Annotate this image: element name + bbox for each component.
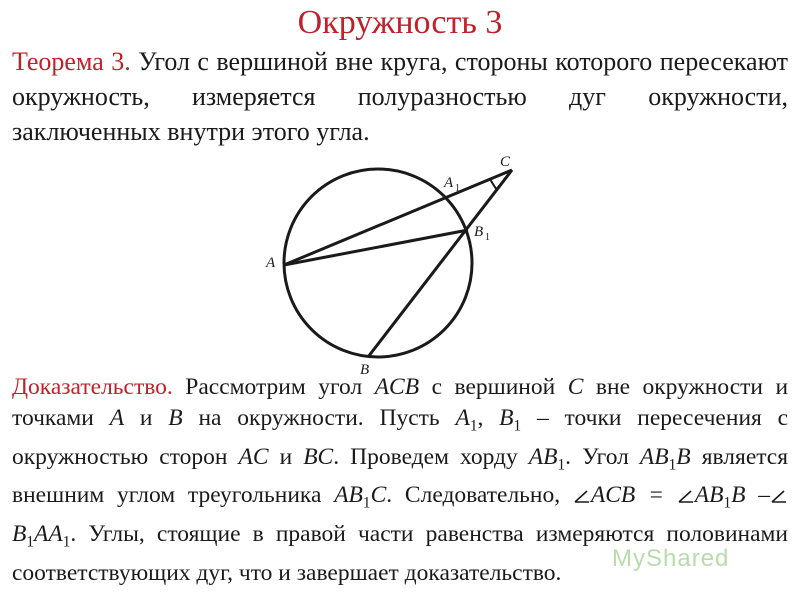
math-A1: A	[455, 405, 470, 431]
label-A1: A	[444, 175, 454, 191]
label-B1: B	[474, 224, 484, 240]
subscript: 1	[668, 456, 677, 474]
label-B: B	[360, 362, 370, 378]
chord-AB1	[284, 230, 468, 265]
page-title: Окружность 3	[297, 4, 503, 41]
math-BC: BC	[303, 443, 334, 470]
label-A1-sub: 1	[455, 183, 460, 194]
geometry-figure	[0, 150, 800, 380]
proof-segment: вне окружности и точками	[12, 374, 789, 431]
line-BC	[368, 170, 512, 357]
math-AB1C-end: C	[370, 482, 387, 509]
theorem-text: Угол с вершиной вне круга, стороны которого пересекают окружность, измеряется полуразностью дуг окружности, заключенных внутри этого угла.	[12, 47, 789, 146]
proof-segment: ,	[477, 405, 484, 431]
label-C: C	[500, 154, 511, 170]
subscript: 1	[723, 495, 732, 513]
math-AB1C: AB	[334, 482, 363, 509]
theorem-label: Теорема 3.	[12, 47, 131, 76]
math-eq2-end: B –	[731, 482, 771, 509]
subscript: 1	[557, 456, 566, 474]
math-eq1: ACB =	[590, 482, 664, 509]
subscript: 1	[26, 533, 34, 551]
proof-segment: . Проведем хорду	[333, 443, 518, 470]
subscript: 1	[62, 533, 71, 551]
math-AB1: AB	[528, 443, 558, 470]
math-B: B	[168, 405, 183, 431]
subscript: 1	[469, 417, 478, 435]
angle-arc-C	[490, 179, 497, 190]
math-A: A	[109, 405, 125, 431]
math-AB1B: AB	[639, 443, 669, 470]
label-B1-sub: 1	[485, 232, 490, 243]
proof-segment: и	[279, 443, 293, 470]
math-ACB: ACB	[374, 374, 420, 400]
math-eq3-end: AA	[34, 521, 63, 548]
watermark: MyShared	[612, 545, 730, 572]
subscript: 1	[513, 417, 522, 435]
math-eq2: AB	[694, 482, 724, 509]
line-AC	[284, 170, 512, 265]
proof-segment: . Угол	[565, 443, 629, 470]
math-eq3: B	[12, 521, 27, 548]
proof-segment: на окружности. Пусть	[198, 405, 440, 431]
angle-icon	[677, 488, 695, 504]
proof-label: Доказательство.	[12, 374, 173, 400]
math-AC: AC	[238, 443, 269, 470]
label-A: A	[266, 255, 276, 271]
proof-segment: с вершиной	[431, 374, 556, 400]
proof-segment: Рассмотрим угол	[185, 374, 363, 400]
proof-segment: является внешним углом треугольника	[12, 443, 789, 509]
circle-diagram	[0, 150, 800, 380]
proof-segment: . Следовательно,	[386, 482, 561, 509]
angle-icon	[573, 488, 591, 504]
proof-segment: . Углы, стоящие в правой части равенства измеряются половинами соответствующих дуг, что и завершает доказательство.	[12, 521, 788, 586]
angle-icon	[770, 488, 788, 504]
subscript: 1	[362, 495, 371, 513]
theorem-statement	[12, 44, 788, 149]
math-AB1B-end: B	[676, 443, 691, 470]
proof-segment: и	[139, 405, 153, 431]
proof-segment: – точки пересечения с окружностью сторон	[12, 405, 789, 470]
math-C: C	[567, 374, 584, 400]
math-B1: B	[499, 405, 514, 431]
